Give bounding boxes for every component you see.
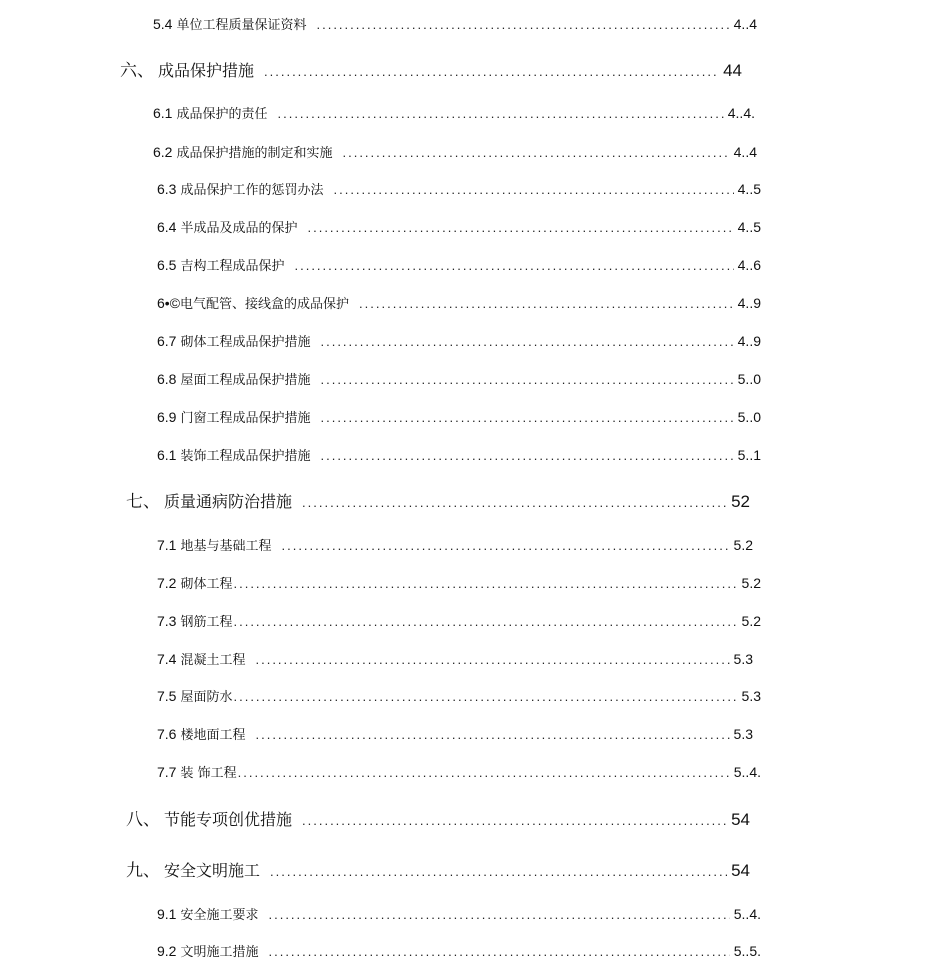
toc-entry-page: 4..5	[737, 219, 761, 235]
toc-entry-title: 装 饰工程	[180, 766, 237, 781]
dot-leader	[342, 146, 729, 159]
toc-entry-5-4[interactable]	[153, 14, 757, 33]
dot-leader	[268, 908, 729, 921]
toc-chapter-number: 七、	[126, 492, 160, 511]
dot-leader	[316, 18, 729, 31]
toc-entry-page: 5..5.	[733, 943, 761, 959]
dot-leader	[333, 183, 733, 196]
toc-chapter-number: 八、	[126, 810, 160, 829]
toc-entry-6-7[interactable]	[157, 331, 761, 350]
toc-entry-7-4[interactable]	[157, 649, 753, 668]
dot-leader	[268, 945, 729, 958]
dot-leader	[320, 335, 733, 348]
dot-leader	[233, 615, 737, 628]
toc-chapter-page: 52	[731, 492, 750, 511]
toc-entry-title: 成品保护工作的惩罚办法	[180, 183, 324, 198]
toc-entry-number: 6.3	[157, 181, 177, 197]
toc-chapter-title: 成品保护措施	[158, 61, 255, 80]
toc-entry-page: 4..4.	[727, 105, 755, 121]
dot-leader	[302, 496, 727, 509]
toc-entry-number: 7.7	[157, 764, 177, 780]
toc-entry-number: 6.7	[157, 333, 177, 349]
toc-entry-6-2[interactable]	[153, 142, 757, 161]
dot-leader	[320, 449, 733, 462]
toc-chapter-page: 44	[723, 61, 742, 80]
toc-entry-title: 钢筋工程	[180, 615, 233, 630]
toc-entry-number: 6.2	[153, 144, 173, 160]
toc-entry-9-1[interactable]	[157, 904, 761, 923]
toc-entry-6-4[interactable]	[157, 217, 761, 236]
toc-entry-title: 门窗工程成品保护措施	[180, 411, 311, 426]
toc-entry-page: 4..5	[737, 181, 761, 197]
toc-entry-title: 装饰工程成品保护措施	[180, 449, 311, 464]
toc-entry-9-2[interactable]	[157, 941, 761, 960]
toc-entry-6-10[interactable]	[157, 445, 761, 464]
toc-chapter-title: 节能专项创优措施	[164, 810, 293, 829]
dot-leader	[320, 373, 733, 386]
toc-entry-title: 混凝土工程	[180, 653, 246, 668]
toc-chapter-6[interactable]	[120, 56, 742, 81]
toc-chapter-page: 54	[731, 810, 750, 829]
toc-chapter-title: 质量通病防治措施	[164, 492, 293, 511]
toc-entry-page: 5.2	[741, 575, 761, 591]
toc-entry-number: 9.1	[157, 906, 177, 922]
dot-leader	[270, 865, 727, 878]
toc-entry-number: 7.6	[157, 726, 177, 742]
dot-leader	[294, 259, 733, 272]
toc-entry-title: 单位工程质量保证资料	[176, 18, 307, 33]
toc-entry-title: 成品保护措施的制定和实施	[176, 146, 333, 161]
toc-entry-title: 屋面防水	[180, 690, 233, 705]
toc-entry-title: 砌体工程	[180, 577, 233, 592]
toc-chapter-number: 九、	[126, 861, 160, 880]
toc-entry-title: 半成品及成品的保护	[180, 221, 298, 236]
dot-leader	[233, 577, 737, 590]
toc-entry-page: 5..4.	[733, 906, 761, 922]
toc-entry-6-8[interactable]	[157, 369, 761, 388]
toc-entry-number: 7.1	[157, 537, 177, 553]
toc-entry-6-5[interactable]	[157, 255, 761, 274]
toc-entry-number: 6.1	[157, 447, 177, 463]
toc-entry-number: 7.5	[157, 688, 177, 704]
toc-entry-number: 7.3	[157, 613, 177, 629]
toc-entry-page: 4..4	[733, 16, 757, 32]
toc-chapter-page: 54	[731, 861, 750, 880]
dot-leader	[281, 539, 729, 552]
toc-entry-title: 地基与基础工程	[180, 539, 272, 554]
toc-entry-title: 砌体工程成品保护措施	[180, 335, 311, 350]
dot-leader	[255, 653, 729, 666]
dot-leader	[307, 221, 733, 234]
toc-entry-number: 7.4	[157, 651, 177, 667]
toc-entry-title: 文明施工措施	[180, 945, 259, 960]
toc-chapter-number: 六、	[120, 61, 154, 80]
toc-entry-page: 4..9	[737, 295, 761, 311]
toc-entry-page: 5.3	[733, 651, 753, 667]
toc-entry-page: 5..4.	[733, 764, 761, 780]
toc-chapter-8[interactable]	[126, 805, 750, 830]
toc-entry-page: 5.2	[733, 537, 753, 553]
toc-chapter-9[interactable]	[126, 856, 750, 881]
dot-leader	[255, 728, 729, 741]
dot-leader	[238, 766, 730, 779]
toc-entry-6-3[interactable]	[157, 179, 761, 198]
toc-entry-6-9[interactable]	[157, 407, 761, 426]
toc-entry-page: 5.3	[733, 726, 753, 742]
toc-entry-page: 5..0	[737, 371, 761, 387]
toc-entry-7-5[interactable]	[157, 686, 761, 705]
toc-entry-title: 成品保护的责任	[176, 107, 268, 122]
dot-leader	[359, 297, 734, 310]
toc-entry-number: 6.1	[153, 105, 173, 121]
toc-entry-title: 楼地面工程	[180, 728, 246, 743]
dot-leader	[264, 65, 719, 78]
dot-leader	[277, 107, 723, 120]
toc-entry-7-6[interactable]	[157, 724, 753, 743]
toc-entry-number: 6.5	[157, 257, 177, 273]
toc-entry-page: 5.3	[741, 688, 761, 704]
toc-entry-6-1[interactable]	[153, 103, 755, 122]
toc-entry-title: 屋面工程成品保护措施	[180, 373, 311, 388]
toc-entry-page: 4..9	[737, 333, 761, 349]
toc-entry-number: 7.2	[157, 575, 177, 591]
toc-entry-number: 6.4	[157, 219, 177, 235]
toc-entry-number: 5.4	[153, 16, 173, 32]
toc-entry-page: 4..4	[733, 144, 757, 160]
toc-entry-7-2[interactable]	[157, 573, 761, 592]
toc-chapter-title: 安全文明施工	[164, 861, 261, 880]
toc-entry-7-7[interactable]	[157, 762, 761, 781]
dot-leader	[302, 814, 727, 827]
toc-entry-page: 5..0	[737, 409, 761, 425]
toc-chapter-7[interactable]	[126, 487, 750, 512]
dot-leader	[233, 690, 737, 703]
toc-entry-7-3[interactable]	[157, 611, 761, 630]
toc-entry-page: 5.2	[741, 613, 761, 629]
toc-entry-title: 吉构工程成品保护	[180, 259, 285, 274]
toc-entry-number: 6.8	[157, 371, 177, 387]
toc-entry-page: 4..6	[737, 257, 761, 273]
toc-entry-7-1[interactable]	[157, 535, 753, 554]
toc-entry-6-6[interactable]	[157, 293, 761, 312]
toc-entry-number: 9.2	[157, 943, 177, 959]
toc-entry-number: 6.9	[157, 409, 177, 425]
toc-entry-title: 电气配管、接线盒的成品保护	[180, 297, 350, 312]
toc-entry-title: 安全施工要求	[180, 908, 259, 923]
toc-entry-page: 5..1	[737, 447, 761, 463]
toc-entry-number: 6•©	[157, 295, 181, 311]
dot-leader	[320, 411, 733, 424]
